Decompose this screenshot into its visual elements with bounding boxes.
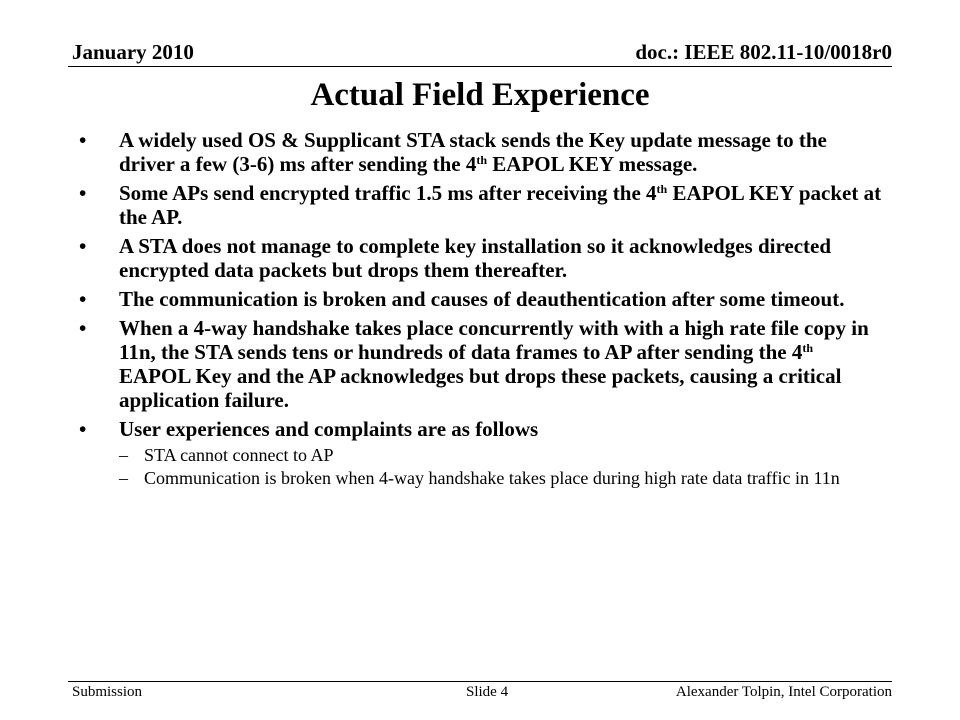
bullet-marker: •	[79, 316, 87, 340]
bullet-marker: •	[79, 417, 87, 441]
dash-marker: –	[119, 468, 128, 488]
slide-title: Actual Field Experience	[310, 77, 650, 113]
bullet-item-4	[76, 287, 884, 311]
bullet-text: A STA does not manage to complete key installation so it acknowledges directed encrypted data packets but drops them thereafter.	[119, 234, 832, 282]
sub-list	[119, 445, 884, 488]
ordinal-suffix: th	[476, 153, 487, 167]
bullet-item-1	[76, 128, 884, 176]
bullet-marker: •	[79, 128, 87, 152]
bullet-text: When a 4-way handshake takes place concurrently with with a high rate file copy in 11n, the STA sends tens or hundreds of data frames to AP after sending the 4	[119, 316, 869, 364]
bullet-text: The communication is broken and causes of deauthentication after some timeout.	[119, 287, 845, 311]
header-rule	[68, 66, 892, 67]
footer-rule	[68, 681, 892, 682]
sub-item-text: STA cannot connect to AP	[144, 445, 334, 465]
bullet-list	[76, 128, 884, 493]
bullet-text-cont: EAPOL Key and the AP acknowledges but drops these packets, causing a critical application failure.	[119, 364, 842, 412]
sub-item-text: Communication is broken when 4-way handshake takes place during high rate data traffic in 11n	[144, 468, 840, 488]
ordinal-suffix: th	[802, 341, 814, 355]
sub-item-1	[119, 445, 884, 465]
sub-item-2	[119, 468, 884, 488]
bullet-item-2	[76, 181, 884, 229]
header-doc-id: doc.: IEEE 802.11-10/0018r0	[635, 40, 892, 64]
bullet-marker: •	[79, 287, 87, 311]
footer-slide-number: Slide 4	[466, 684, 509, 700]
bullet-item-3	[76, 234, 884, 282]
header-date: January 2010	[72, 40, 194, 64]
bullet-item-6	[76, 417, 884, 488]
bullet-text: User experiences and complaints are as follows	[119, 417, 539, 441]
bullet-marker: •	[79, 234, 87, 258]
ordinal-suffix: th	[656, 182, 668, 196]
footer-author: Alexander Tolpin, Intel Corporation	[675, 684, 892, 700]
bullet-text-cont: EAPOL KEY packet at the AP.	[119, 181, 882, 229]
bullet-text-cont: EAPOL KEY message.	[487, 152, 698, 176]
bullet-marker: •	[79, 181, 87, 205]
bullet-text: A widely used OS & Supplicant STA stack sends the Key update message to the driver a few (3-6) ms after sending the 4	[119, 128, 827, 176]
dash-marker: –	[119, 445, 128, 465]
footer-submission: Submission	[72, 684, 143, 700]
bullet-text: Some APs send encrypted traffic 1.5 ms after receiving the 4	[119, 181, 657, 205]
bullet-item-5	[76, 316, 884, 412]
